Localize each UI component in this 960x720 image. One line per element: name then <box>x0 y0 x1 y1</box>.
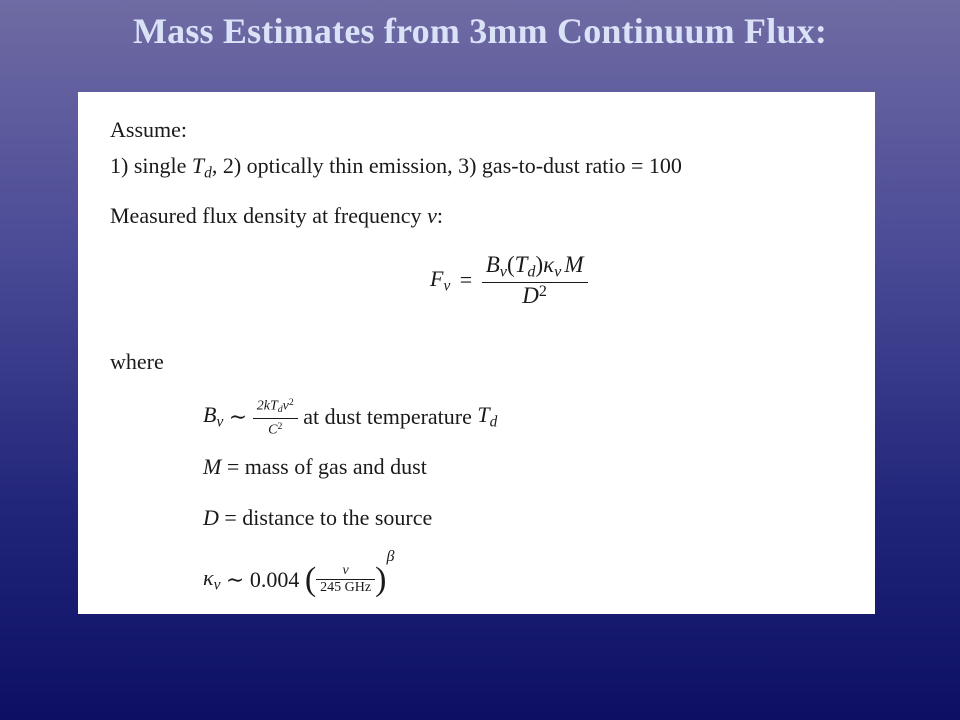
temperature-symbol: T <box>191 153 205 178</box>
measured-line <box>110 203 443 229</box>
assumption-2-3-text: , 2) optically thin emission, 3) gas-to-dust ratio = 100 <box>211 153 682 178</box>
def-m: M = mass of gas and dust <box>203 454 427 479</box>
flux-subscript: ν <box>443 277 451 295</box>
planck-fraction: $\frac{2kT_d\nu^2}{C^2}$ <box>253 395 298 439</box>
assumptions-line <box>110 153 682 182</box>
where-label: where <box>110 349 164 374</box>
flux-equation <box>430 252 588 309</box>
flux-fraction-denominator: $D^2$ <box>482 282 588 309</box>
temperature-subscript: d <box>204 164 212 182</box>
measured-colon: : <box>436 203 443 228</box>
kappa-fraction: $\frac{\nu}{\text{245 GHz}}$ <box>316 563 375 596</box>
equation-panel <box>78 92 875 614</box>
slide-title: Mass Estimates from 3mm Continuum Flux: <box>132 11 828 51</box>
flux-fraction <box>482 252 588 309</box>
assume-label: Assume: <box>110 117 187 142</box>
flux-symbol: F <box>430 265 444 291</box>
assumption-1-prefix: 1) single <box>110 153 192 178</box>
equals-sign: = <box>459 267 473 293</box>
def-b: $B_\nu$ ∼ $\frac{2kT_d\nu^2}{C^2}$ at dust temperature $T_d$ <box>203 397 498 438</box>
def-d: D = distance to the source <box>203 505 433 530</box>
nu-symbol: ν <box>427 203 437 228</box>
flux-fraction-numerator: $B_\nu(T_d)\kappa_\nu$ M <box>485 252 584 281</box>
def-kappa: $\kappa_\nu$ ∼ 0.004 ( $\frac{\nu}{\text{245 GHz}}$ )$^\beta$ <box>203 548 395 598</box>
measured-text: Measured flux density at frequency <box>110 203 428 228</box>
